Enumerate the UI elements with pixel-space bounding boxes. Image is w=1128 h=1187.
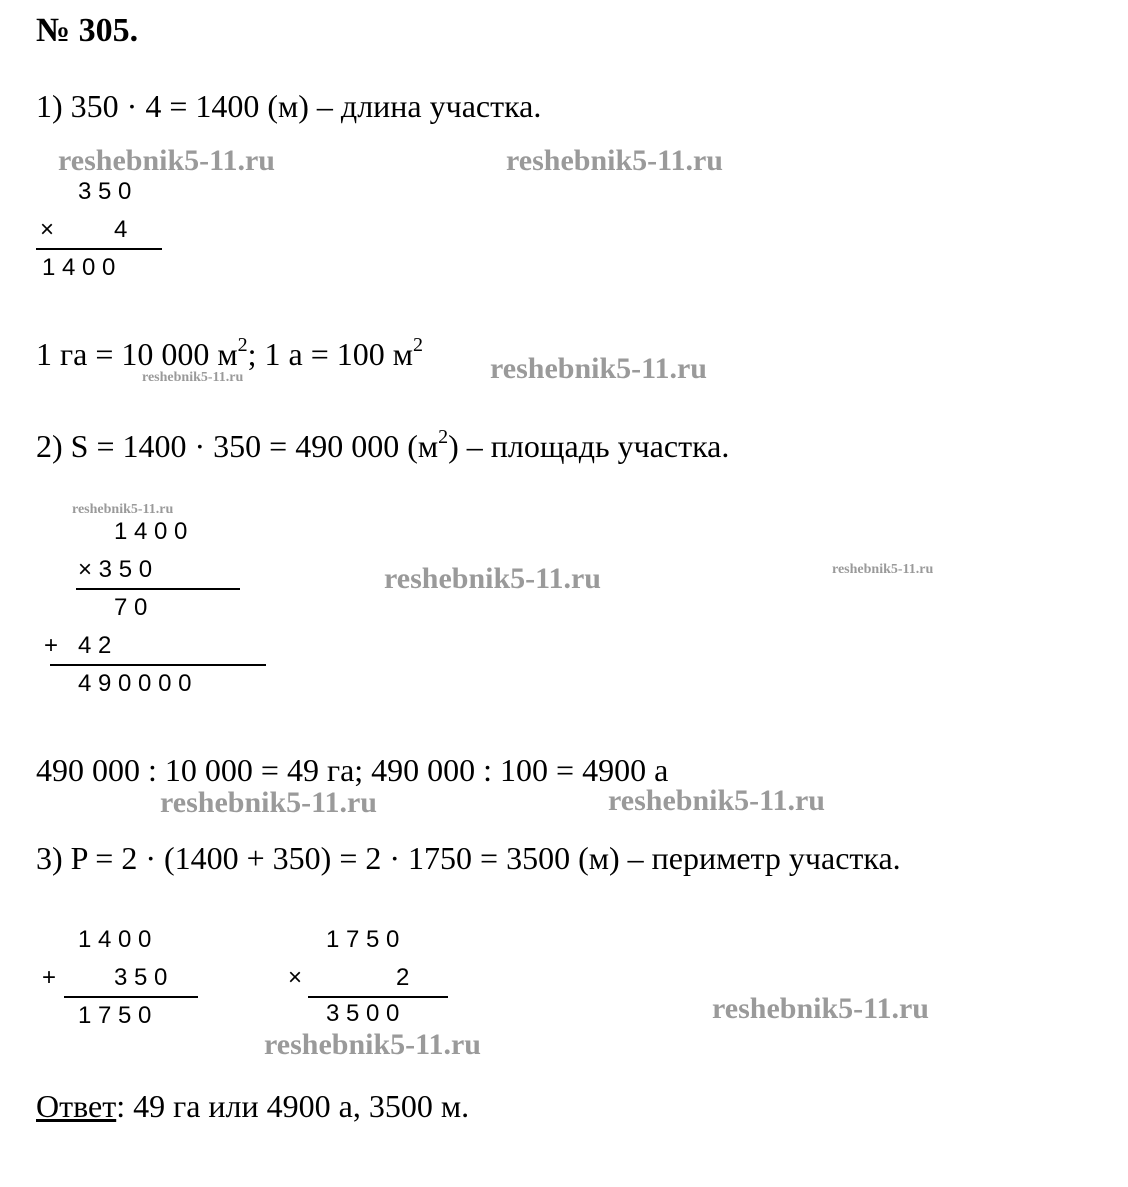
calc-top: 1 7 5 0 xyxy=(326,926,400,953)
watermark: reshebnik5-11.ru xyxy=(506,144,723,177)
plus-sign: + xyxy=(42,964,57,991)
step-2 xyxy=(36,428,729,465)
step-2-start: 2) S = 1400 · 350 = 490 000 (м xyxy=(36,428,439,464)
step-3: 3) P = 2 · (1400 + 350) = 2 · 1750 = 3500 (м) – периметр участка. xyxy=(36,840,901,876)
answer-label: Ответ xyxy=(36,1088,117,1124)
watermark: reshebnik5-11.ru xyxy=(58,144,275,177)
partial-product-2: 4 2 xyxy=(78,632,112,659)
are-def: ; 1 а = 100 м xyxy=(247,336,414,372)
exponent: 2 xyxy=(413,334,424,356)
calc-result: 1 4 0 0 xyxy=(42,254,116,281)
watermark: reshebnik5-11.ru xyxy=(384,562,601,595)
calc-multiplier: × 3 5 0 xyxy=(78,556,153,583)
calc-multiplier: 2 xyxy=(396,964,410,991)
calc-result: 4 9 0 0 0 0 xyxy=(78,670,192,697)
problem-number: № 305. xyxy=(36,12,139,49)
step-2-end: ) – площадь участка. xyxy=(448,428,730,464)
calc-addend: 3 5 0 xyxy=(114,964,168,991)
watermark: reshebnik5-11.ru xyxy=(160,786,377,819)
watermark: reshebnik5-11.ru xyxy=(142,370,244,385)
divider xyxy=(308,996,448,998)
exponent: 2 xyxy=(438,426,449,448)
plus-sign: + xyxy=(44,632,59,659)
calc-top: 1 4 0 0 xyxy=(78,926,152,953)
calc-result: 1 7 5 0 xyxy=(78,1002,152,1029)
divider xyxy=(36,248,162,250)
divider xyxy=(64,996,198,998)
units-line xyxy=(36,336,423,373)
watermark: reshebnik5-11.ru xyxy=(72,502,174,517)
partial-product-1: 7 0 xyxy=(114,594,148,621)
answer-line xyxy=(36,1088,469,1125)
hectare-def: 1 га = 10 000 м xyxy=(36,336,238,372)
calc-multiplier: 4 xyxy=(114,216,128,243)
step-1: 1) 350 · 4 = 1400 (м) – длина участка. xyxy=(36,88,542,124)
watermark: reshebnik5-11.ru xyxy=(608,784,825,817)
divider xyxy=(76,588,240,590)
conversion-line: 490 000 : 10 000 = 49 га; 490 000 : 100 = 4900 а xyxy=(36,752,669,788)
multiply-sign: × xyxy=(288,964,303,991)
multiply-sign: × xyxy=(40,216,55,243)
calc-result: 3 5 0 0 xyxy=(326,1000,400,1027)
calc-top: 3 5 0 xyxy=(78,178,132,205)
watermark: reshebnik5-11.ru xyxy=(264,1028,481,1061)
watermark: reshebnik5-11.ru xyxy=(832,562,934,577)
answer-text: : 49 га или 4900 а, 3500 м. xyxy=(116,1088,470,1124)
divider xyxy=(50,664,266,666)
exponent: 2 xyxy=(237,334,248,356)
calc-top: 1 4 0 0 xyxy=(114,518,188,545)
watermark: reshebnik5-11.ru xyxy=(490,352,707,385)
watermark: reshebnik5-11.ru xyxy=(712,992,929,1025)
